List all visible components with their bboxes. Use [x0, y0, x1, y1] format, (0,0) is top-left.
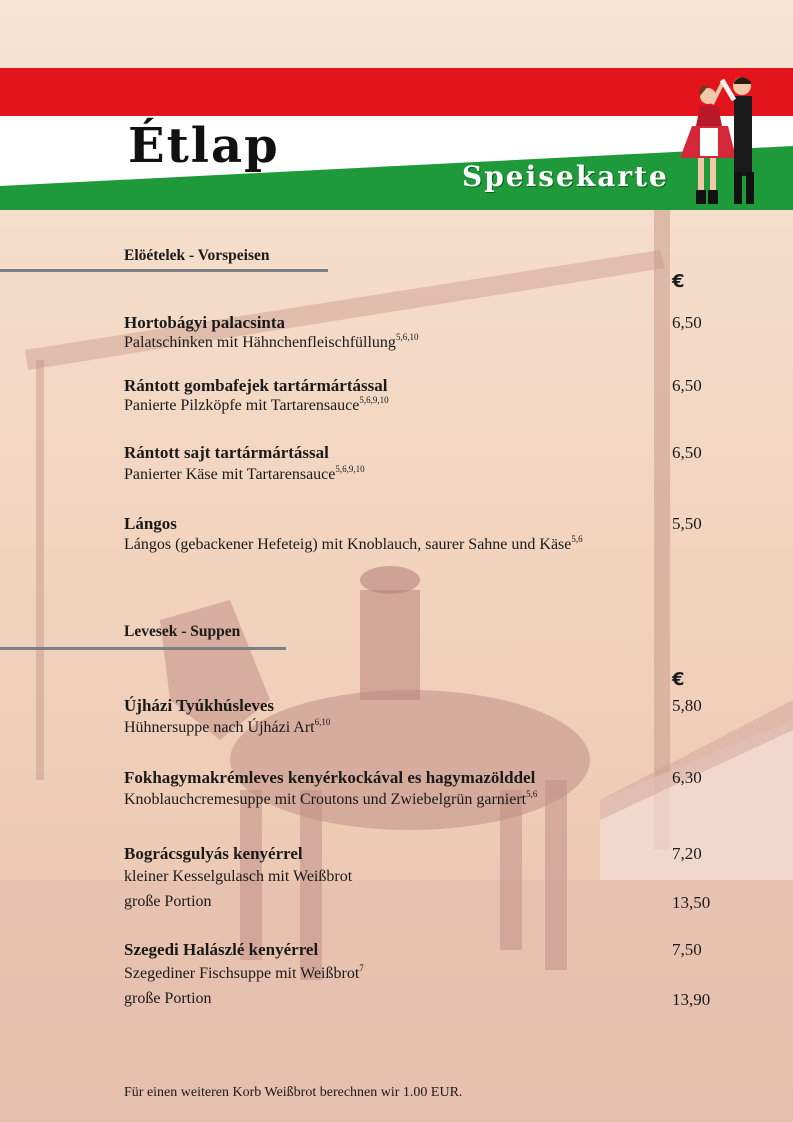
- menu-item-name: Rántott sajt tartármártással: [124, 443, 329, 462]
- allergen-codes: 5,6: [571, 534, 583, 544]
- allergen-codes: 7: [359, 963, 364, 973]
- section-divider: [0, 269, 328, 272]
- menu-item-name: Hortobágyi palacsinta: [124, 313, 286, 332]
- menu-item-description: Hühnersuppe nach Újházi Art$^{6,10}$: [124, 717, 331, 736]
- menu-item-price: 6,50: [672, 376, 702, 395]
- page-title: Étlap: [128, 118, 280, 174]
- menu-item-extra-portion: große Portion: [124, 893, 212, 910]
- allergen-codes: 5,6,10: [395, 332, 419, 342]
- menu-item-description: Panierter Käse mit Tartarensauce$^{5,6,9,10}$: [124, 464, 365, 483]
- menu-item-price: 7,20: [672, 844, 702, 863]
- footer-note: Für einen weiteren Korb Weißbrot berechnen wir 1.00 EUR.: [124, 1085, 463, 1100]
- menu-item-name: Rántott gombafejek tartármártással: [124, 376, 388, 395]
- menu-item-extra-price: 13,50: [672, 893, 711, 912]
- menu-item-name: Fokhagymakrémleves kenyérkockával es hagymazölddel: [124, 768, 536, 787]
- menu-item-description: Szegediner Fischsuppe mit Weißbrot$^7$: [124, 963, 364, 982]
- page-subtitle: Speisekarte: [462, 160, 669, 193]
- menu-item-name: Újházi Tyúkhúsleves: [124, 696, 275, 715]
- menu-item-description: Panierte Pilzköpfe mit Tartarensauce$^{5,6,9,10}$: [124, 395, 389, 414]
- section-title-suppen: Levesek - Suppen: [124, 623, 241, 640]
- menu-item-price: 5,50: [672, 514, 702, 533]
- menu-item-description: Lángos (gebackener Hefeteig) mit Knoblauch, saurer Sahne und Käse$^{5,6}$: [124, 534, 583, 553]
- allergen-codes: 5,6,9,10: [335, 464, 365, 474]
- menu-item-name: Szegedi Halászlé kenyérrel: [124, 940, 319, 959]
- menu-item-extra-portion: große Portion: [124, 990, 212, 1007]
- currency-symbol: €: [672, 271, 685, 292]
- menu-item-price: 7,50: [672, 940, 702, 959]
- allergen-codes: 5,6,9,10: [359, 395, 389, 405]
- folk-dancers-illustration: [672, 72, 772, 210]
- section-divider: [0, 647, 286, 650]
- menu-item-name: Lángos: [124, 514, 177, 533]
- currency-symbol: €: [672, 669, 685, 690]
- menu-item-price: 5,80: [672, 696, 702, 715]
- menu-item-description: kleiner Kesselgulasch mit Weißbrot: [124, 868, 353, 885]
- menu-item-name: Bográcsgulyás kenyérrel: [124, 844, 303, 863]
- allergen-codes: 5,6: [526, 789, 538, 799]
- menu-item-extra-price: 13,90: [672, 990, 711, 1009]
- section-title-vorspeisen: Elöételek - Vorspeisen: [124, 247, 270, 264]
- menu-item-price: 6,30: [672, 768, 702, 787]
- menu-item-price: 6,50: [672, 313, 702, 332]
- menu-item-description: Palatschinken mit Hähnchenfleischfüllung$^{5,6,10}$: [124, 332, 419, 351]
- menu-item-description: Knoblauchcremesuppe mit Croutons und Zwiebelgrün garniert$^{5,6}$: [124, 789, 538, 808]
- menu-item-price: 6,50: [672, 443, 702, 462]
- allergen-codes: 6,10: [314, 717, 331, 727]
